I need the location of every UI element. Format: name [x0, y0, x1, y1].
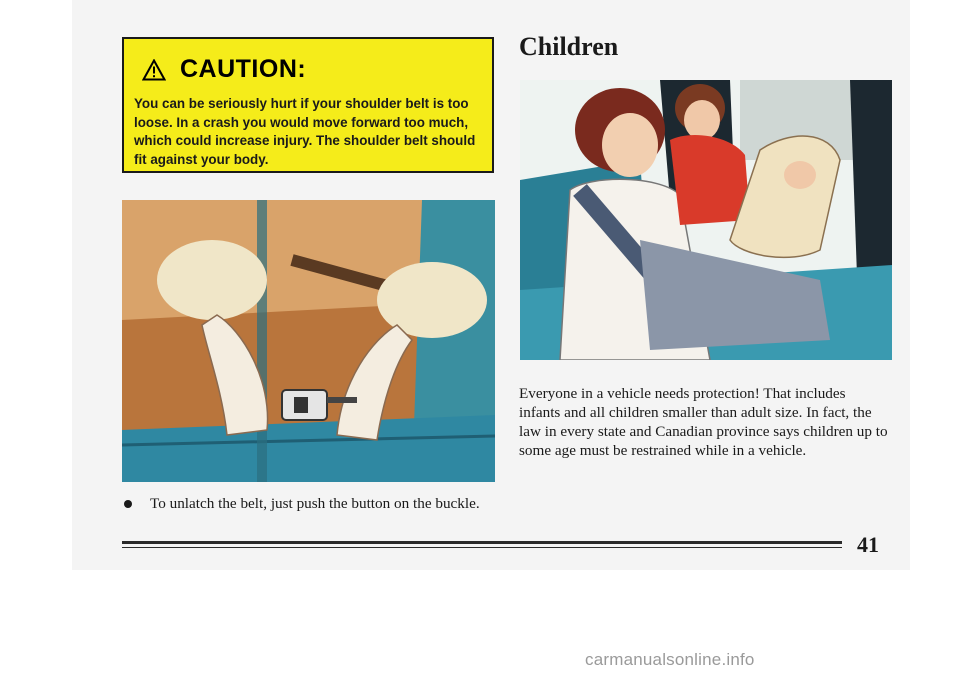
section-heading: Children [519, 32, 619, 61]
warning-triangle-icon [142, 59, 166, 81]
footer-rule-thin [122, 547, 842, 548]
list-item [122, 494, 482, 513]
seatbelt-buckle-illustration [122, 200, 495, 482]
page-number: 41 [857, 532, 879, 557]
watermark: carmanualsonline.info [585, 650, 755, 669]
caution-title-text: CAUTION: [180, 55, 307, 83]
caution-title [142, 55, 306, 84]
body-paragraph: Everyone in a vehicle needs protection! That includes infants and all children smaller than adult size. In fact, the law in every state and Canadian province says children up to some age must be restrained while in a vehicle. [519, 385, 888, 459]
footer-rule-thick [122, 541, 842, 544]
caution-box [122, 37, 494, 173]
bullet-text: To unlatch the belt, just push the button on the buckle. [150, 495, 480, 512]
bullet-icon [122, 494, 150, 513]
children-car-seat-illustration [520, 80, 892, 360]
caution-text: You can be seriously hurt if your shoulder belt is too loose. In a crash you would move forward too much, which could increase injury. The shoulder belt should fit against your body. [134, 96, 476, 167]
